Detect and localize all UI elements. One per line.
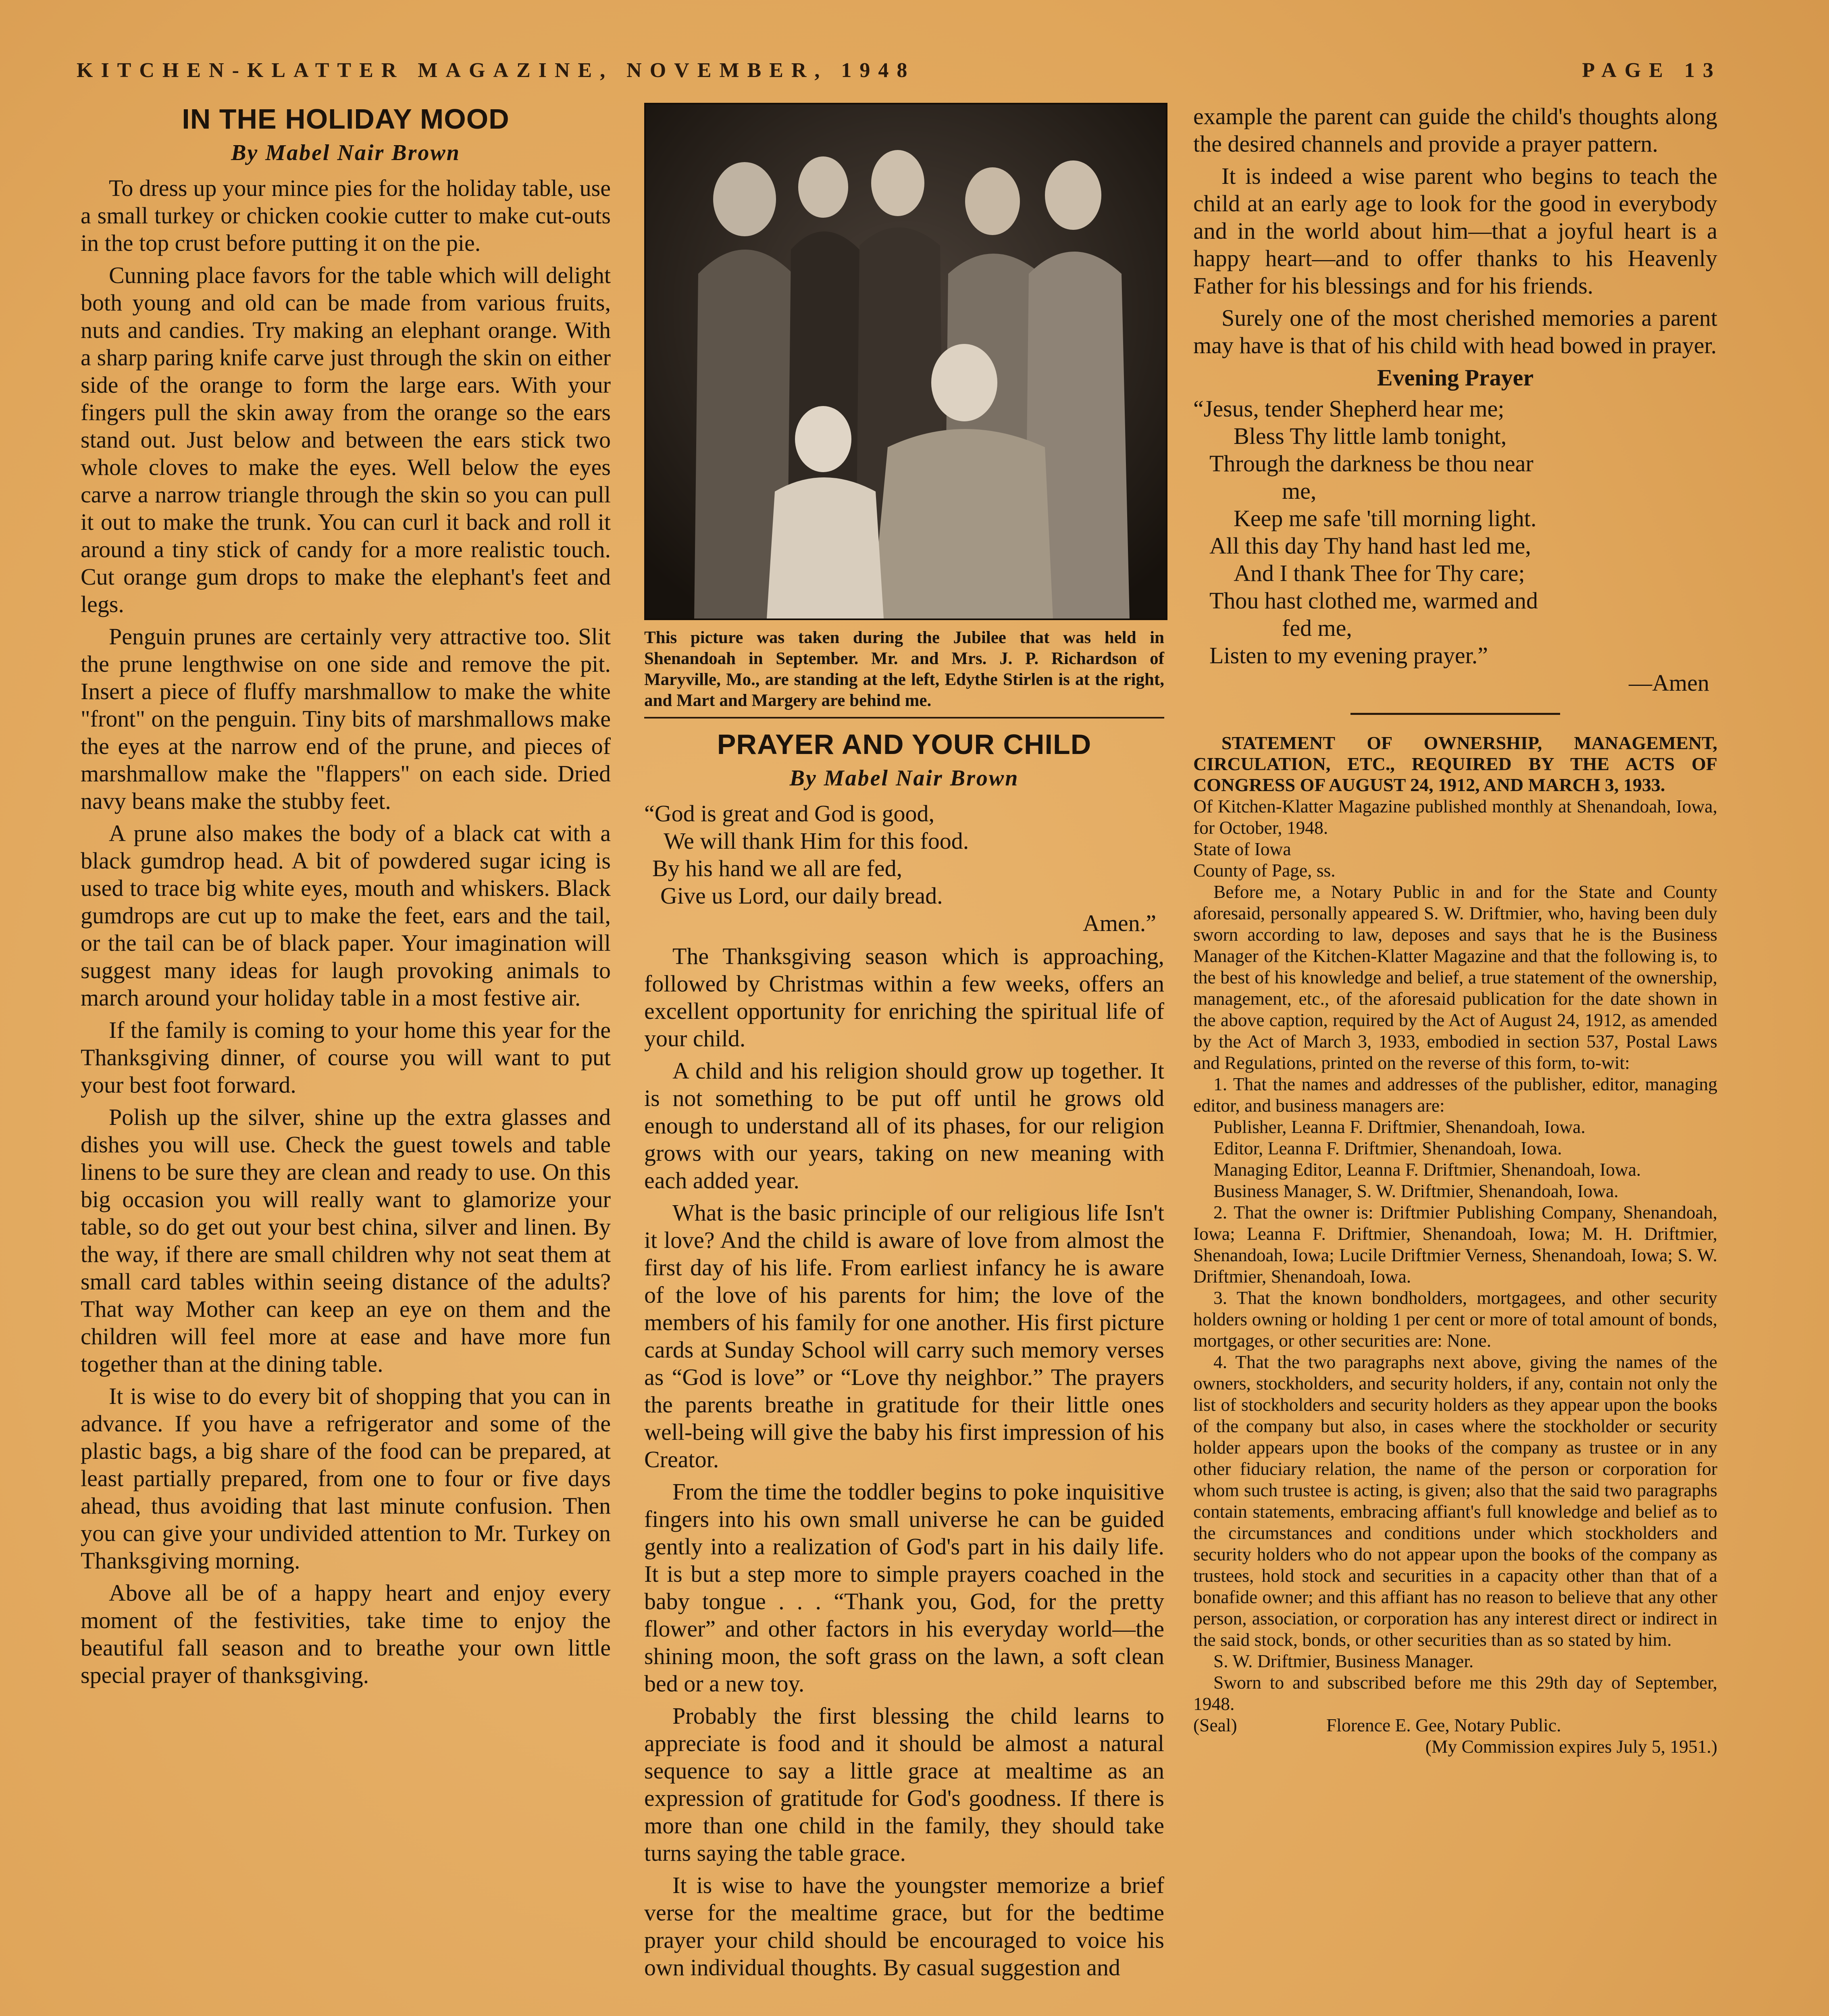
commission-line: (My Commission expires July 5, 1951.): [1425, 1736, 1717, 1757]
evening-prayer-title: Evening Prayer: [1377, 364, 1534, 391]
holiday-paragraph: To dress up your mince pies for the holiday table, use a small turkey or chicken cookie cutter to make cut-outs in the top crust before putting it on the pie.: [81, 175, 611, 256]
poem-line: Bless Thy little lamb tonight,: [1234, 423, 1507, 449]
statement-paragraph: 1. That the names and addresses of the publisher, editor, managing editor, and business managers are:: [1193, 1074, 1717, 1116]
evening-prayer-poem: [1193, 395, 1717, 697]
poem-line: By his hand we all are fed,: [652, 855, 903, 881]
statement-line: Of Kitchen-Klatter Magazine published monthly at Shenandoah, Iowa, for October, 1948.: [1193, 796, 1717, 838]
poem-line: “Jesus, tender Shepherd hear me;: [1193, 396, 1504, 422]
statement-line: Business Manager, S. W. Driftmier, Shenandoah, Iowa.: [1213, 1181, 1619, 1201]
prayer-article-byline: By Mabel Nair Brown: [789, 766, 1019, 791]
prayer-paragraph: The Thanksgiving season which is approaching, followed by Christmas within a few weeks, offers an excellent opportunity for enriching the spiritual life of your child.: [644, 943, 1164, 1052]
column-2: [644, 103, 1164, 1986]
running-header: [77, 58, 1721, 91]
section-divider: [1350, 713, 1560, 715]
poem-line: Through the darkness be thou near: [1209, 450, 1534, 477]
poem-line: Listen to my evening prayer.”: [1209, 642, 1488, 669]
prayer-paragraph: What is the basic principle of our religious life Isn't it love? And the child is aware of love from almost the first day of his life. From earliest infancy he is aware of the love of his parents for him; the love of the members of his family for one another. His first picture cards at Sunday School will carry such memory verses as “God is love” or “Love thy neighbor.” The prayers the parents breathe in gratitude for their little ones well-being will give the baby his first impression of his Creator.: [644, 1200, 1164, 1472]
page-number: PAGE 13: [1582, 59, 1721, 82]
statement-line: County of Page, ss.: [1193, 860, 1336, 881]
holiday-paragraph: If the family is coming to your home this year for the Thanksgiving dinner, of course you will want to put your best foot forward.: [81, 1017, 611, 1098]
statement-line: Publisher, Leanna F. Driftmier, Shenandoah, Iowa.: [1213, 1116, 1586, 1137]
statement-title: STATEMENT OF OWNERSHIP, MANAGEMENT, CIRCULATION, ETC., REQUIRED BY THE ACTS OF CONGRESS OF AUGUST 24, 1912, AND MARCH 3, 1933.: [1193, 733, 1717, 795]
header-title: KITCHEN-KLATTER MAGAZINE, NOVEMBER, 1948: [77, 59, 916, 82]
prayer-paragraph: It is wise to have the youngster memorize a brief verse for the mealtime grace, but for the bedtime prayer your child should be encouraged to voice his own individual thoughts. By casual suggestion and: [644, 1872, 1164, 1981]
holiday-article-byline: By Mabel Nair Brown: [231, 140, 460, 165]
holiday-paragraph: Cunning place favors for the table which will delight both young and old can be made from various fruits, nuts and candies. Try making an elephant orange. With a sharp paring knife carve just through the skin on either side of the orange to form the large ears. With your fingers pull the skin away from the orange so the ears stand out. Just below and between the ears stick two whole cloves to make the eyes. Well below the eyes carve a narrow triangle through the skin so you can pull it out to make the trunk. You can curl it back and roll it around a tiny stick of candy for a more realistic touch. Cut orange gum drops to make the elephant's feet and legs.: [81, 262, 611, 617]
column-3: [1193, 103, 1717, 1757]
photo-caption: This picture was taken during the Jubilee that was held in Shenandoah in September. Mr. and Mrs. J. P. Richardson of Maryville, Mo., are standing at the left, Edythe Stirlen is at the right, and Mart and Margery are behind me.: [644, 628, 1164, 710]
poem-line: And I thank Thee for Thy care;: [1234, 560, 1525, 586]
holiday-paragraph: Penguin prunes are certainly very attractive too. Slit the prune lengthwise on one side and remove the pit. Insert a piece of fluffy marshmallow to make the white "front" on the penguin. Tiny bits of marshmallows make the eyes at the narrow end of the prune, and pieces of marshmallow make the "flappers" on each side. Dried navy beans make the stubby feet.: [81, 623, 611, 814]
grace-poem: [644, 800, 1164, 937]
statement-paragraph: 3. That the known bondholders, mortgagees, and other security holders owning or holding 1 per cent or more of total amount of bonds, mortgages, or other securities are: None.: [1193, 1287, 1717, 1351]
poem-line: —Amen: [1629, 670, 1709, 696]
notary-name: Florence E. Gee, Notary Public.: [1326, 1715, 1561, 1735]
poem-line: Give us Lord, our daily bread.: [660, 883, 943, 909]
poem-line: Amen.”: [1083, 910, 1156, 936]
prayer-paragraph: A child and his religion should grow up together. It is not something to be put off until he grows old enough to understand all of its phases, for our religion grows with our years, taking on new meaning with each added year.: [644, 1058, 1164, 1193]
group-photo: [644, 103, 1167, 620]
poem-line: fed me,: [1282, 615, 1352, 641]
prayer-continued-paragraph: It is indeed a wise parent who begins to teach the child at an early age to look for the good in everybody and in the world about him—that a joyful heart is a happy heart—and to offer thanks to his Heavenly Father for his blessings and for his friends.: [1193, 163, 1717, 299]
statement-paragraph: Before me, a Notary Public in and for the State and County aforesaid, personally appeared S. W. Driftmier, who, having been duly sworn according to law, deposes and says that he is the Business Manager of the Kitchen-Klatter Magazine and that the following is, to the best of his knowledge and belief, a true statement of the ownership, management, etc., of the aforesaid publication for the date shown in the above caption, required by the Act of August 24, 1912, as amended by the Act of March 3, 1933, embodied in section 537, Postal Laws and Regulations, printed on the reverse of this form, to-wit:: [1193, 881, 1717, 1073]
poem-line: “God is great and God is good,: [644, 800, 935, 827]
poem-line: We will thank Him for this food.: [664, 828, 969, 854]
statement-line: State of Iowa: [1193, 839, 1291, 859]
prayer-article-title: PRAYER AND YOUR CHILD: [717, 729, 1092, 760]
poem-line: All this day Thy hand hast led me,: [1209, 533, 1531, 559]
holiday-paragraph: Polish up the silver, shine up the extra glasses and dishes you will use. Check the guest towels and table linens to be sure they are clean and ready to use. On this big occasion you will really want to glamorize your table, so do get out your best china, silver and linen. By the way, if there are small children why not seat them at small card tables within seeing distance of the adults? That way Mother can keep an eye on them and the children will feel more at ease and have more fun together than at the dining table.: [81, 1104, 611, 1377]
poem-line: me,: [1282, 478, 1317, 504]
holiday-article-title: IN THE HOLIDAY MOOD: [182, 103, 510, 135]
holiday-paragraph: Above all be of a happy heart and enjoy every moment of the festivities, take time to enjoy the beautiful fall season and to breathe your own little special prayer of thanksgiving.: [81, 1580, 611, 1688]
group-photo-illustration: [646, 104, 1166, 619]
statement-paragraph: 4. That the two paragraphs next above, giving the names of the owners, stockholders, and security holders, if any, contain not only the list of stockholders and security holders as they appear upon the books of the company but also, in cases where the stockholder or security holder appears upon the books of the company as trustee or in any other fiduciary relation, the name of the person or corporation for whom such trustee is acting, is given; also that the said two paragraphs contain statements, embracing affiant's full knowledge and belief as to the circumstances and conditions under which stockholders and security holders who do not appear upon the books of the company as trustees, hold stock and securities in a capacity other than that of a bonafide owner; and this affiant has no reason to believe that any other person, association, or corporation has any interest direct or indirect in the said stock, bonds, or other securities than as so stated by him.: [1193, 1352, 1717, 1650]
poem-line: Thou hast clothed me, warmed and: [1209, 587, 1538, 614]
statement-notary-line: [1193, 1714, 1717, 1736]
statement-sworn: Sworn to and subscribed before me this 29th day of September, 1948.: [1193, 1672, 1717, 1714]
poem-line: Keep me safe 'till morning light.: [1234, 505, 1537, 531]
seal-label: (Seal): [1193, 1715, 1237, 1735]
statement-paragraph: 2. That the owner is: Driftmier Publishing Company, Shenandoah, Iowa; Leanna F. Driftmier, Shenandoah, Iowa; M. H. Driftmier, Shenandoah, Iowa; Lucile Driftmier Verness, Shenandoah, Iowa; S. W. Driftmier, Shenandoah, Iowa.: [1193, 1202, 1717, 1287]
statement-line: Editor, Leanna F. Driftmier, Shenandoah, Iowa.: [1213, 1138, 1562, 1158]
prayer-continued-paragraph: example the parent can guide the child's thoughts along the desired channels and provide a prayer pattern.: [1193, 103, 1717, 157]
holiday-paragraph: A prune also makes the body of a black cat with a black gumdrop head. A bit of powdered sugar icing is used to trace big white eyes, mouth and whiskers. Black gumdrops are cut up to make the feet, ears and the tail, or the tail can be of black paper. Your imagination will suggest many ideas for laugh provoking animals to march around your holiday table in a most festive air.: [81, 820, 611, 1011]
prayer-paragraph: Probably the first blessing the child learns to appreciate is food and it should be almost a natural sequence to say a little grace at mealtime as an expression of gratitude for God's goodness. If there is more than one child in the family, they should take turns saying the table grace.: [644, 1703, 1164, 1866]
prayer-continued-paragraph: Surely one of the most cherished memories a parent may have is that of his child with head bowed in prayer.: [1193, 305, 1717, 358]
caption-divider: [644, 717, 1164, 719]
holiday-paragraph: It is wise to do every bit of shopping that you can in advance. If you have a refrigerator and some of the plastic bags, a big share of the food can be prepared, at least partially prepared, from one to four or five days ahead, thus avoiding that last minute confusion. Then you can give your undivided attention to Mr. Turkey on Thanksgiving morning.: [81, 1383, 611, 1574]
prayer-paragraph: From the time the toddler begins to poke inquisitive fingers into his own small universe he can be guided gently into a realization of God's part in his daily life. It is but a step more to simple prayers coached in the baby tongue . . . “Thank you, God, for the pretty flower” and other factors in his everyday world—the shining moon, the soft grass on the lawn, a soft clean bed or a new toy.: [644, 1479, 1164, 1697]
statement-signer: S. W. Driftmier, Business Manager.: [1213, 1651, 1474, 1671]
column-1: [81, 103, 611, 1694]
statement-line: Managing Editor, Leanna F. Driftmier, Shenandoah, Iowa.: [1213, 1159, 1641, 1180]
